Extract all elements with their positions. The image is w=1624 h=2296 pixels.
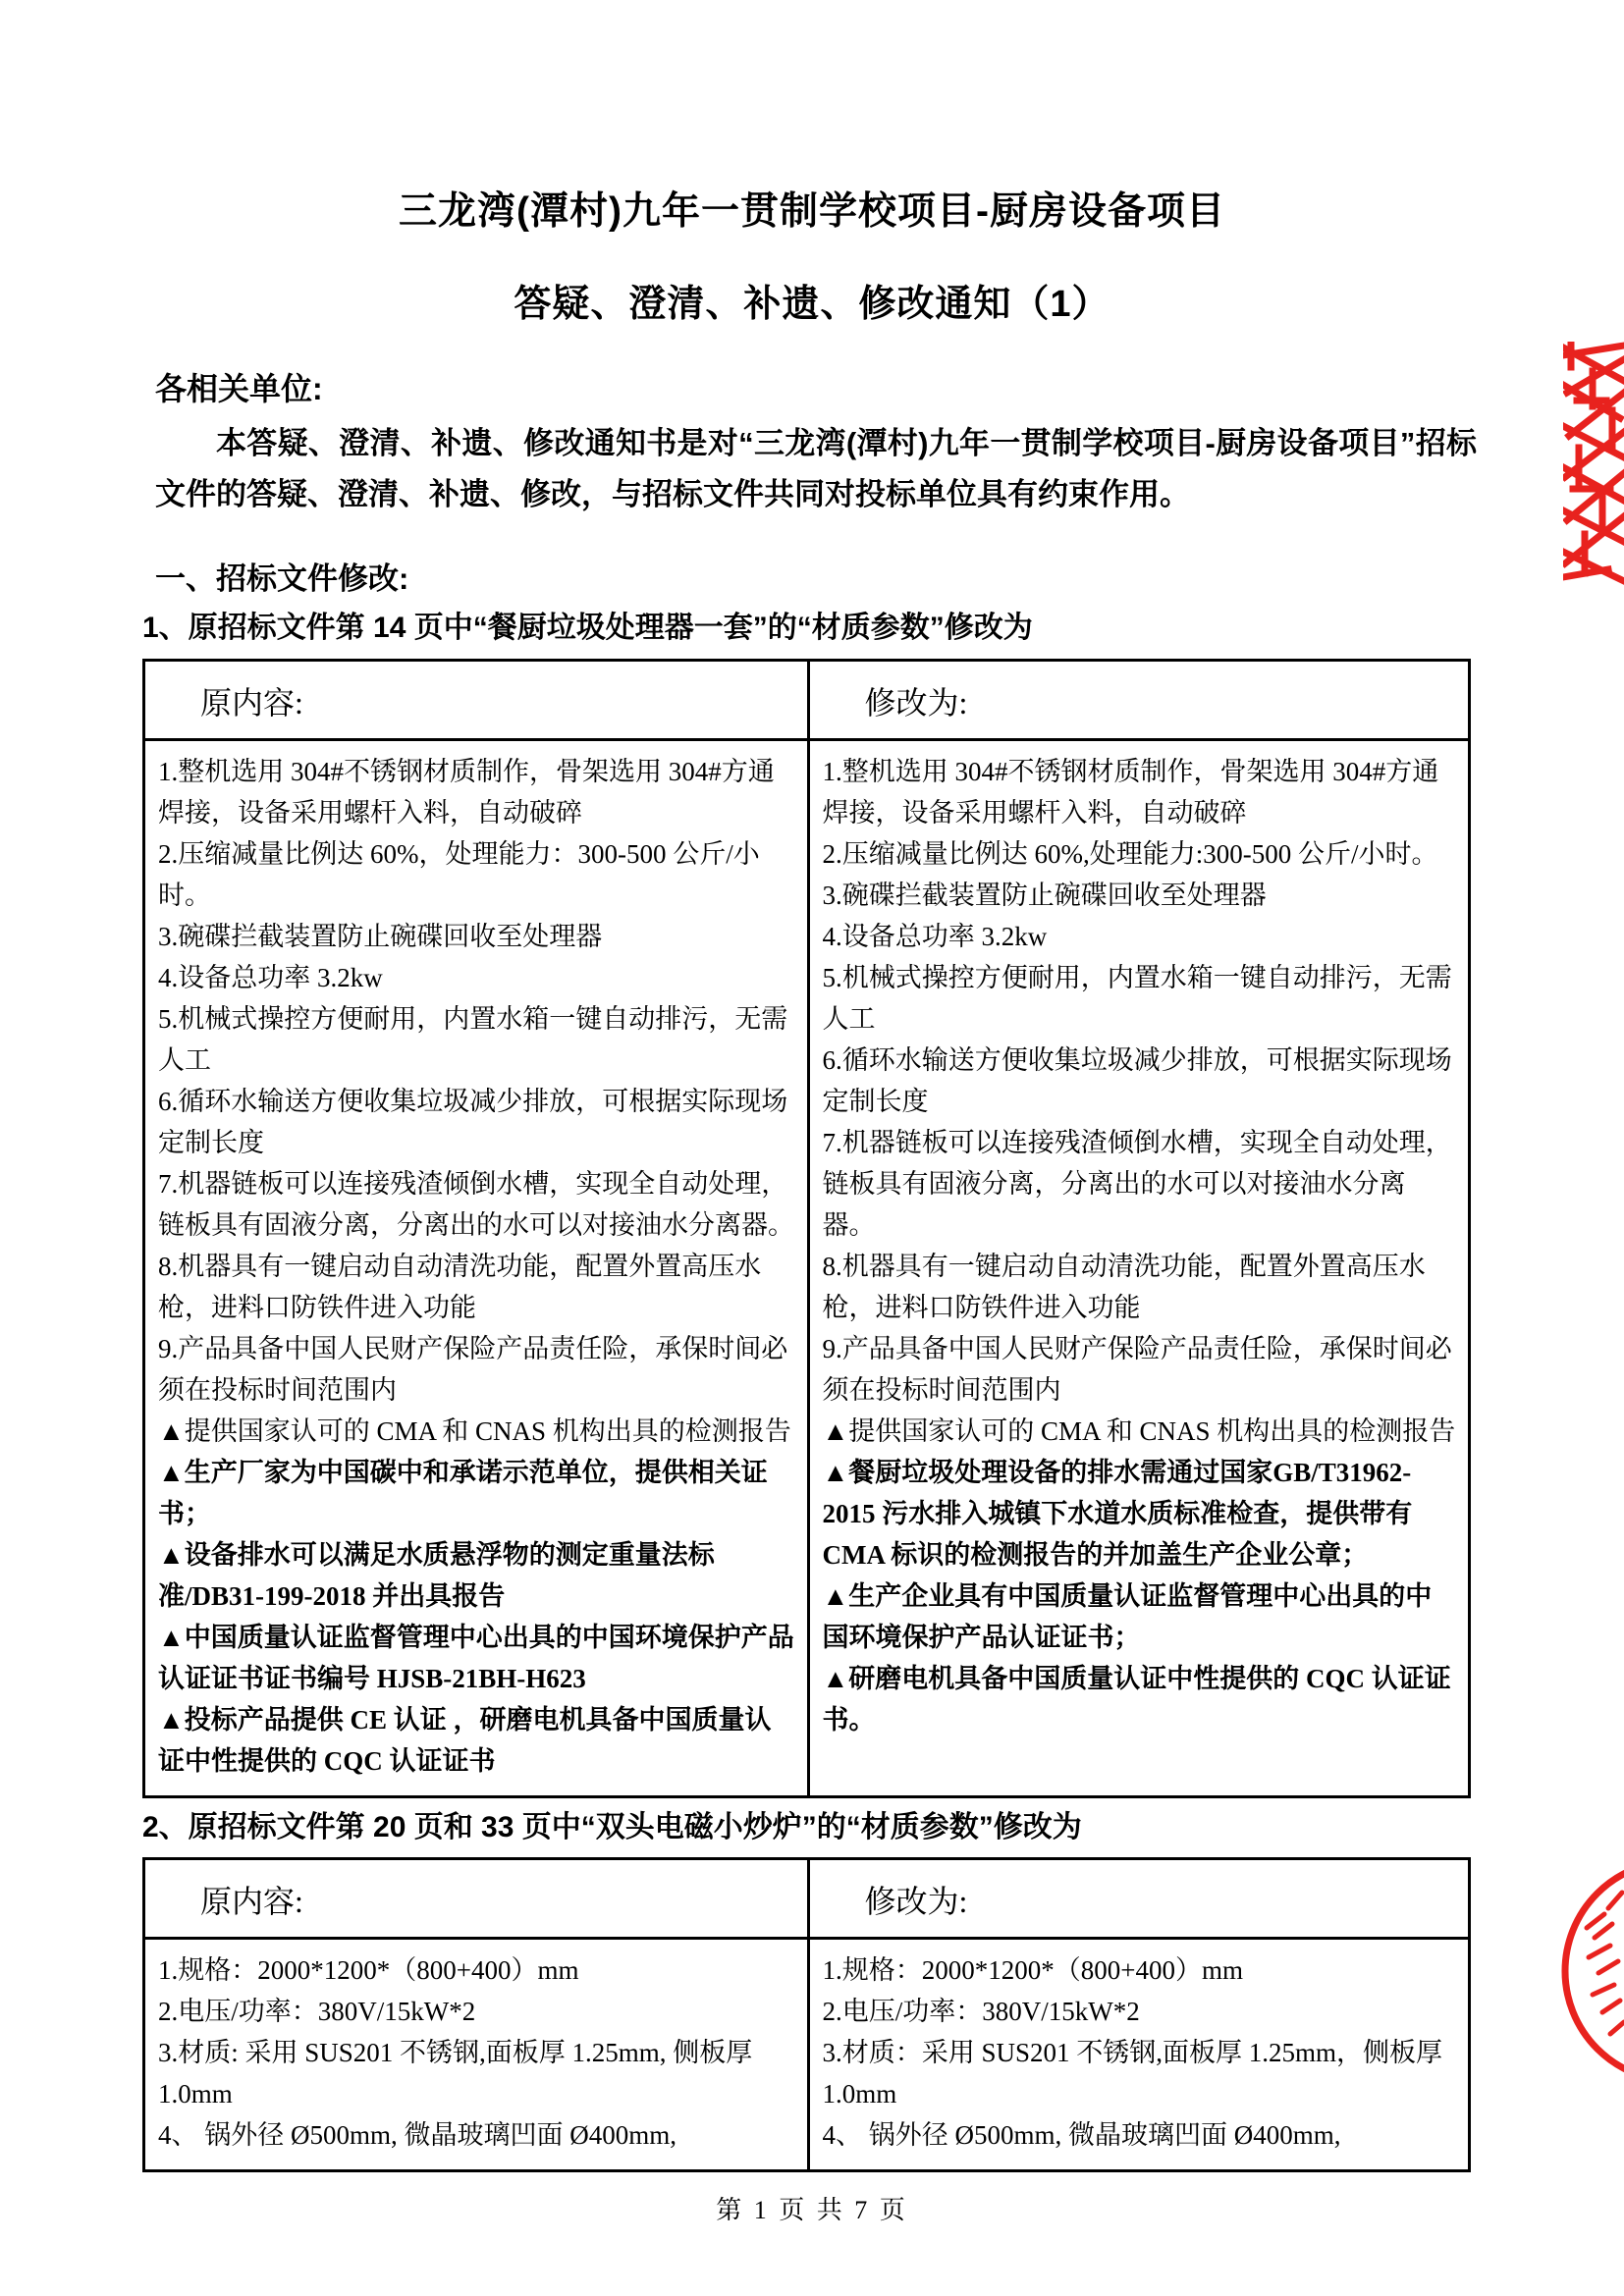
document-subtitle: 答疑、澄清、补遗、修改通知（1）: [514, 283, 1110, 325]
revised-content-column: [807, 1860, 1469, 2169]
spec-line: ▲投标产品提供 CE 认证 ，研磨电机具备中国质量认证中性提供的 CQC 认证证书: [158, 1704, 772, 1776]
original-content-header: 原内容:: [145, 1860, 807, 1940]
spec-line: 8.机器具有一键启动自动清洗功能，配置外置高压水枪，进料口防铁件进入功能: [158, 1251, 762, 1322]
spec-line: 5.机械式操控方便耐用，内置水箱一键自动排污，无需人工: [158, 1003, 788, 1075]
section-heading-modifications: 一、招标文件修改:: [155, 561, 409, 596]
red-seal-top-partial-icon: [1563, 342, 1624, 585]
modification-2-heading: 2、原招标文件第 20 页和 33 页中“双头电磁小炒炉”的“材质参数”修改为: [142, 1810, 1082, 1843]
spec-line: 3.材质: 采用 SUS201 不锈钢,面板厚 1.25mm, 侧板厚 1.0mm: [158, 2038, 753, 2109]
revised-content-column: [807, 662, 1469, 1795]
modification-table-1: [142, 659, 1471, 1798]
spec-line: ▲提供国家认可的 CMA 和 CNAS 机构出具的检测报告: [822, 1415, 1456, 1446]
spec-line: 1.规格：2000*1200*（800+400）mm: [158, 1955, 579, 1986]
spec-line: 1.整机选用 304#不锈钢材质制作，骨架选用 304#方通焊接，设备采用螺杆入料，自动破碎: [822, 756, 1439, 828]
original-content-list: [145, 1940, 807, 2169]
spec-line: 2.电压/功率：380V/15kW*2: [158, 1997, 476, 2027]
red-seal-bottom-partial-icon: [1559, 1851, 1624, 2091]
modification-table-2: [142, 1857, 1471, 2172]
original-content-header: 原内容:: [145, 662, 807, 741]
spec-line: 2.压缩减量比例达 60%,处理能力:300-500 公斤/小时。: [822, 838, 1438, 869]
spec-line: ▲生产厂家为中国碳中和承诺示范单位，提供相关证书；: [158, 1457, 768, 1528]
spec-line: 7.机器链板可以连接残渣倾倒水槽，实现全自动处理，链板具有固液分离，分离出的水可以对接油水分离器。: [822, 1127, 1452, 1240]
spec-line: 4.设备总功率 3.2kw: [822, 921, 1048, 951]
spec-line: ▲中国质量认证监督管理中心出具的中国环境保护产品认证证书证书编号 HJSB-21BH-H623: [158, 1622, 794, 1693]
revised-content-list: [810, 741, 1469, 1754]
page-number: 第 1 页 共 7 页: [716, 2196, 908, 2225]
spec-line: 9.产品具备中国人民财产保险产品责任险，承保时间必须在投标时间范围内: [158, 1333, 788, 1405]
spec-line: 4、 锅外径 Ø500mm, 微晶玻璃凹面 Ø400mm,: [158, 2120, 677, 2151]
spec-line: 4、 锅外径 Ø500mm, 微晶玻璃凹面 Ø400mm,: [822, 2120, 1341, 2151]
revised-content-list: [810, 1940, 1469, 2169]
revised-content-header: 修改为:: [810, 662, 1469, 741]
document-title: 三龙湾(潭村)九年一贯制学校项目-厨房设备项目: [399, 190, 1225, 233]
original-content-column: [145, 662, 807, 1795]
spec-line: ▲餐厨垃圾处理设备的排水需通过国家GB/T31962-2015 污水排入城镇下水道水质标准检查，提供带有 CMA 标识的检测报告的并加盖生产企业公章；: [822, 1457, 1413, 1570]
spec-line: 7.机器链板可以连接残渣倾倒水槽，实现全自动处理，链板具有固液分离，分离出的水可以对接油水分离器。: [158, 1168, 794, 1240]
spec-line: 9.产品具备中国人民财产保险产品责任险，承保时间必须在投标时间范围内: [822, 1333, 1452, 1405]
modification-1-heading: 1、原招标文件第 14 页中“餐厨垃圾处理器一套”的“材质参数”修改为: [142, 612, 1033, 645]
spec-line: ▲研磨电机具备中国质量认证中性提供的 CQC 认证证书。: [822, 1663, 1451, 1735]
spec-line: 4.设备总功率 3.2kw: [158, 962, 383, 992]
revised-content-header: 修改为:: [810, 1860, 1469, 1940]
intro-paragraph: 本答疑、澄清、补遗、修改通知书是对“三龙湾(潭村)九年一贯制学校项目-厨房设备项目”招标文件的答疑、澄清、补遗、修改，与招标文件共同对投标单位具有约束作用。: [155, 425, 1477, 511]
spec-line: 3.碗碟拦截装置防止碗碟回收至处理器: [158, 921, 603, 951]
spec-line: ▲设备排水可以满足水质悬浮物的测定重量法标准/DB31-199-2018 并出具报告: [158, 1539, 715, 1611]
spec-line: 6.循环水输送方便收集垃圾减少排放，可根据实际现场定制长度: [158, 1086, 788, 1157]
spec-line: 8.机器具有一键启动自动清洗功能，配置外置高压水枪，进料口防铁件进入功能: [822, 1251, 1426, 1322]
spec-line: 2.压缩减量比例达 60%，处理能力：300-500 公斤/小时。: [158, 838, 760, 910]
spec-line: 3.碗碟拦截装置防止碗碟回收至处理器: [822, 880, 1267, 910]
spec-line: 3.材质：采用 SUS201 不锈钢,面板厚 1.25mm，侧板厚 1.0mm: [822, 2038, 1443, 2109]
spec-line: 6.循环水输送方便收集垃圾减少排放，可根据实际现场定制长度: [822, 1044, 1452, 1116]
spec-line: ▲生产企业具有中国质量认证监督管理中心出具的中国环境保护产品认证证书；: [822, 1580, 1433, 1652]
spec-line: 1.规格：2000*1200*（800+400）mm: [822, 1955, 1243, 1986]
spec-line: ▲提供国家认可的 CMA 和 CNAS 机构出具的检测报告: [158, 1415, 791, 1446]
spec-line: 5.机械式操控方便耐用，内置水箱一键自动排污，无需人工: [822, 962, 1452, 1034]
spec-line: 2.电压/功率：380V/15kW*2: [822, 1997, 1140, 2027]
original-content-column: [145, 1860, 807, 2169]
salutation: 各相关单位:: [155, 371, 323, 407]
spec-line: 1.整机选用 304#不锈钢材质制作，骨架选用 304#方通焊接，设备采用螺杆入料，自动破碎: [158, 756, 775, 828]
original-content-list: [145, 741, 807, 1795]
